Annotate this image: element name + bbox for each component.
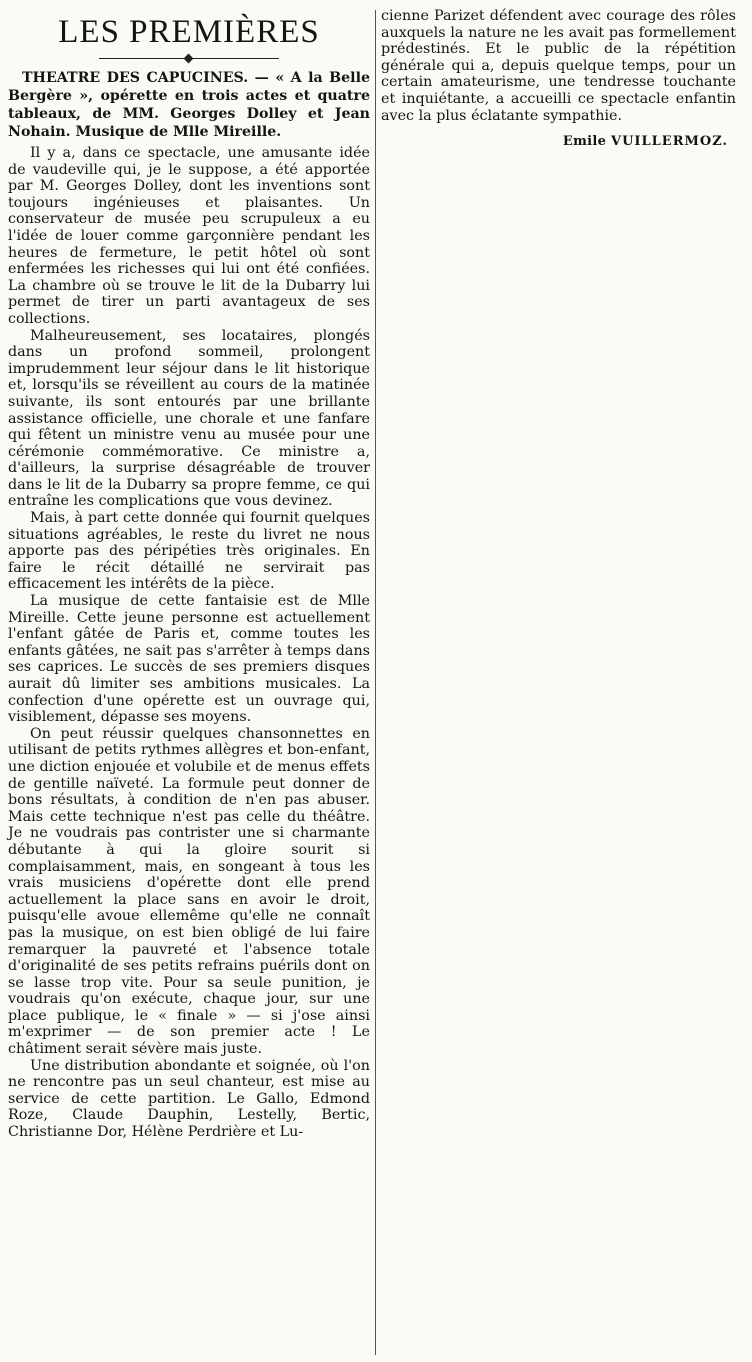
author-signature <box>381 134 728 149</box>
paragraph: La musique de cette fantaisie est de Mlle Mireille. Cette jeune personne est actuellement l'enfant gâtée de Paris et, comme toutes les enfants gâtées, ne sait pas s'arrêter à temps dans ses caprices. Le succès de ses premiers disques aurait dû limiter ses ambitions musicales. La confection d'une opérette est un ouvrage qui, visiblement, dépasse ses moyens. <box>8 593 370 726</box>
author-first-name: Emile <box>562 134 607 150</box>
article-headline: THEATRE DES CAPUCINES. — « A la Belle Bergère », opérette en trois actes et quatre tableaux, de MM. Georges Dolley et Jean Nohain. Musique de Mlle Mireille. <box>8 70 370 140</box>
right-column <box>381 8 736 149</box>
paragraph: On peut réussir quelques chansonnettes en utilisant de petits rythmes allègres et bon-enfant, une diction enjouée et volubile et de menus effets de gentille naïveté. La formule peut donner de bons résultats, à condition de n'en pas abuser. Mais cette technique n'est pas celle du théâtre. Je ne voudrais pas contrister une si charmante débutante à qui la gloire sourit si complaisamment, mais, en songeant à tous les vrais musiciens d'opérette dont elle prend actuellement la place sans en avoir le droit, puisqu'elle avoue ellemême qu'elle ne connaît pas la musique, on est bien obligé de lui faire remarquer la pauvreté et l'absence totale d'originalité de ses petits refrains puérils dont on se lasse trop vite. Pour sa seule punition, je voudrais qu'on exécute, chaque jour, sur une place publique, le « finale » — si j'ose ainsi m'exprimer — de son premier acte ! Le châtiment serait sévère mais juste. <box>8 725 370 1058</box>
paragraph: Mais, à part cette donnée qui fournit quelques situations agréables, le reste du livret ne nous apporte pas des péripéties très originales. En faire le récit détaillé ne servirait pas efficacement les intérêts de la pièce. <box>8 510 370 593</box>
paragraph-continuation: cienne Parizet défendent avec courage des rôles auxquels la nature ne les avait pas formellement prédestinés. Et le public de la répétition générale qui a, depuis quelque temps, pour un certain amateurisme, une tendresse touchante et inquiétante, a accueilli ce spectacle enfantin avec la plus éclatante sympathie. <box>381 8 736 124</box>
title-ornament <box>99 54 279 63</box>
left-column <box>8 8 370 1141</box>
author-last-name: VUILLERMOZ. <box>611 134 728 150</box>
column-divider <box>375 10 376 1355</box>
paragraph: Il y a, dans ce spectacle, une amusante idée de vaudeville qui, je le suppose, a été apportée par M. Georges Dolley, dont les inventions sont toujours ingénieuses et plaisantes. Un conservateur de musée peu scrupuleux a eu l'idée de louer comme garçonnière pendant les heures de fermeture, le petit hôtel où sont enfermées les richesses qui lui ont été confiées. La chambre où se trouve le lit de la Dubarry lui permet de tirer un parti avantageux de ses collections. <box>8 145 370 327</box>
section-title: LES PREMIÈRES <box>58 14 320 50</box>
paragraph: Une distribution abondante et soignée, où l'on ne rencontre pas un seul chanteur, est mise au service de cette partition. Le Gallo, Edmond Roze, Claude Dauphin, Lestelly, Bertic, Christianne Dor, Hélène Perdrière et Lu- <box>8 1057 370 1141</box>
paragraph: Malheureusement, ses locataires, plongés dans un profond sommeil, prolongent imprudemment leur séjour dans le lit historique et, lorsqu'ils se réveillent au cours de la matinée suivante, ils sont entourés par une brillante assistance officielle, une chorale et une fanfare qui fêtent un ministre venu au musée pour une cérémonie commémorative. Ce ministre a, d'ailleurs, la surprise désagréable de trouver dans le lit de la Dubarry sa propre femme, ce qui entraîne les complications que vous devinez. <box>8 327 370 510</box>
